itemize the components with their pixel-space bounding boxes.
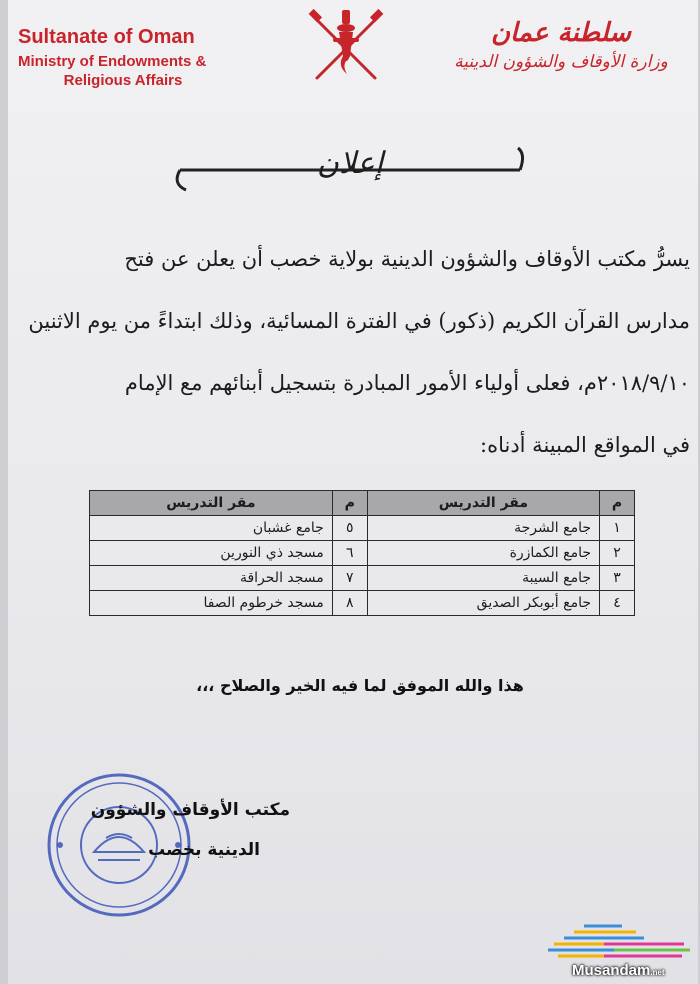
table-header-row: [90, 491, 635, 516]
row-number: ٢: [600, 541, 635, 566]
row-place: جامع غشبان: [90, 516, 333, 541]
signature-line2: الدينية بخصب: [148, 840, 260, 860]
row-number: ٦: [332, 541, 367, 566]
body-line: مدارس القرآن الكريم (ذكور) في الفترة المسائية، وذلك ابتداءً من يوم الاثنين: [28, 309, 690, 333]
row-number: ٣: [600, 566, 635, 591]
english-country: Sultanate of Oman: [18, 26, 195, 48]
closing-line: هذا والله الموفق لما فيه الخير والصلاح ،،،: [196, 676, 524, 695]
header-place: مقر التدريس: [367, 491, 599, 516]
header-num: م: [600, 491, 635, 516]
row-place: مسجد الحراقة: [90, 566, 333, 591]
watermark-name: Musandam: [572, 962, 651, 979]
arabic-letterhead: [436, 18, 686, 72]
announcement-body: [28, 228, 690, 476]
row-number: ٨: [332, 591, 367, 616]
body-line: ٢٠١٨/٩/١٠م، فعلى أولياء الأمور المبادرة بتسجيل أبنائهم مع الإمام: [124, 371, 690, 395]
row-place: جامع أبوبكر الصديق: [367, 591, 599, 616]
table-row: [90, 566, 635, 591]
row-number: ١: [600, 516, 635, 541]
watermark-suffix: .net: [650, 968, 665, 977]
table-row: [90, 591, 635, 616]
table-row: [90, 541, 635, 566]
arabic-country: سلطنة عمان: [490, 18, 632, 48]
row-place: جامع السيبة: [367, 566, 599, 591]
row-place: مسجد ذي النورين: [90, 541, 333, 566]
english-ministry-line1: Ministry of Endowments &: [18, 53, 207, 70]
english-ministry-line2: Religious Affairs: [63, 72, 183, 89]
header-place: مقر التدريس: [90, 491, 333, 516]
body-line: في المواقع المبينة أدناه:: [480, 433, 690, 457]
row-number: ٧: [332, 566, 367, 591]
row-place: مسجد خرطوم الصفا: [90, 591, 333, 616]
row-number: ٥: [332, 516, 367, 541]
watermark-text: [572, 962, 665, 979]
signature-block: [90, 800, 290, 860]
english-letterhead: [18, 26, 228, 89]
table-row: [90, 516, 635, 541]
row-place: جامع الكمازرة: [367, 541, 599, 566]
arabic-ministry: وزارة الأوقاف والشؤون الدينية: [454, 52, 668, 72]
row-place: جامع الشرجة: [367, 516, 599, 541]
header-num: م: [332, 491, 367, 516]
oman-emblem-icon: [303, 4, 389, 88]
row-number: ٤: [600, 591, 635, 616]
locations-table: [89, 490, 635, 616]
signature-line1: مكتب الأوقاف والشؤون: [90, 800, 290, 820]
announcement-title: إعلان: [316, 146, 384, 181]
body-line: يسرُّ مكتب الأوقاف والشؤون الدينية بولاية خصب أن يعلن عن فتح: [124, 247, 690, 271]
